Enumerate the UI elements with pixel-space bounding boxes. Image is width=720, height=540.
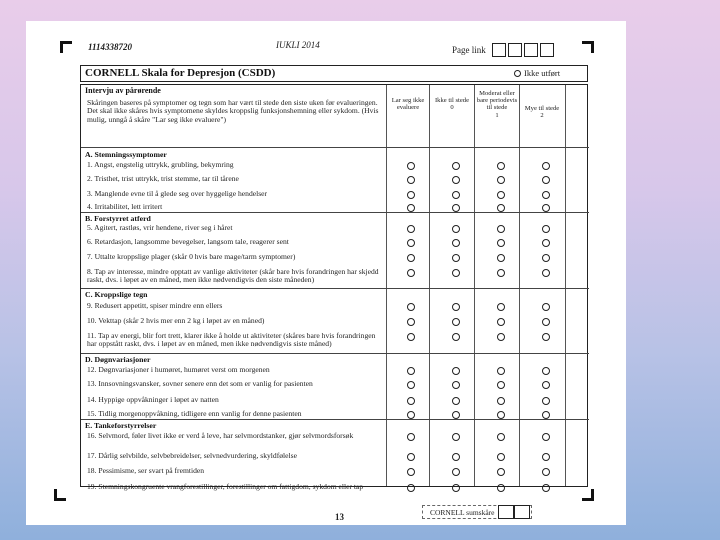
section-heading: A. Stemningssymptomer	[85, 150, 167, 159]
page-link-label: Page link	[452, 45, 486, 55]
answer-radio[interactable]	[452, 225, 460, 233]
question-item: 8. Tap av interesse, mindre opptatt av vanlige aktiviteter (skår bare hvis forandringen har skjedd raskt, dvs. i løpet av en måned, men ikke nødvendigvis den siste måneden)	[87, 267, 379, 284]
radio-circle-icon[interactable]	[514, 70, 521, 77]
answer-radio[interactable]	[542, 397, 550, 405]
sum-score-cell[interactable]	[498, 505, 514, 519]
question-item: 18. Pessimisme, ser svart på fremtiden	[87, 466, 205, 475]
answer-radio[interactable]	[542, 239, 550, 247]
answer-radio[interactable]	[407, 367, 415, 375]
answer-radio[interactable]	[497, 484, 505, 492]
not-done-label: Ikke utført	[524, 68, 561, 78]
question-item: 15. Tidlig morgenoppvåkning, tidligere enn vanlig for denne pasienten	[87, 409, 302, 418]
answer-radio[interactable]	[542, 191, 550, 199]
answer-radio[interactable]	[497, 269, 505, 277]
answer-radio[interactable]	[497, 239, 505, 247]
question-item: 19. Stemningskongruente vrangforestillinger, forestillinger om fattigdom, sykdom eller tap	[87, 482, 364, 491]
question-item: 1. Angst, engstelig uttrykk, grubling, bekymring	[87, 160, 234, 169]
section-heading: C. Kroppslige tegn	[85, 290, 148, 299]
answer-radio[interactable]	[497, 191, 505, 199]
answer-radio[interactable]	[497, 254, 505, 262]
answer-radio[interactable]	[407, 453, 415, 461]
question-item: 6. Retardasjon, langsomme bevegelser, langsom tale, reagerer sent	[87, 237, 289, 246]
answer-radio[interactable]	[407, 303, 415, 311]
answer-radio[interactable]	[452, 204, 460, 212]
answer-radio[interactable]	[452, 367, 460, 375]
question-item: 17. Dårlig selvbilde, selvbebreidelser, selvnedvurdering, skyldfølelse	[87, 451, 297, 460]
question-item: 13. Innsovningsvansker, sovner senere enn det som er vanlig for pasienten	[87, 379, 313, 388]
answer-radio[interactable]	[407, 162, 415, 170]
answer-radio[interactable]	[497, 411, 505, 419]
question-item: 7. Uttalte kroppslige plager (skår 0 hvis bare mage/tarm symptomer)	[87, 252, 296, 261]
answer-radio[interactable]	[407, 204, 415, 212]
answer-radio[interactable]	[542, 453, 550, 461]
answer-radio[interactable]	[497, 333, 505, 341]
answer-radio[interactable]	[542, 269, 550, 277]
question-item: 14. Hyppige oppvåkninger i løpet av natten	[87, 395, 219, 404]
answer-radio[interactable]	[407, 468, 415, 476]
question-item: 2. Tristhet, trist uttrykk, trist stemme, tar til tårene	[87, 174, 239, 183]
answer-radio[interactable]	[407, 433, 415, 441]
answer-radio[interactable]	[452, 303, 460, 311]
answer-radio[interactable]	[542, 176, 550, 184]
answer-radio[interactable]	[407, 176, 415, 184]
answer-radio[interactable]	[542, 303, 550, 311]
subheading: Intervju av pårørende	[85, 86, 161, 95]
form-page	[26, 21, 626, 525]
column-header: Moderat eller bare periodevis til stede 1	[476, 90, 518, 119]
answer-radio[interactable]	[542, 254, 550, 262]
answer-radio[interactable]	[497, 453, 505, 461]
answer-radio[interactable]	[542, 225, 550, 233]
answer-radio[interactable]	[497, 318, 505, 326]
answer-radio[interactable]	[407, 484, 415, 492]
answer-radio[interactable]	[452, 484, 460, 492]
question-item: 16. Selvmord, føler livet ikke er verd å leve, har selvmordstanker, gjør selvmordsforsøk	[87, 431, 354, 440]
section-heading: E. Tankeforstyrrelser	[85, 421, 157, 430]
answer-radio[interactable]	[452, 333, 460, 341]
answer-radio[interactable]	[542, 318, 550, 326]
answer-radio[interactable]	[452, 397, 460, 405]
sum-score-cell[interactable]	[514, 505, 530, 519]
question-item: 10. Vekttap (skår 2 hvis mer enn 2 kg i løpet av en måned)	[87, 316, 265, 325]
sum-score-label: CORNELL sumskåre	[430, 508, 495, 517]
question-item: 12. Døgnvariasjoner i humøret, humøret verst om morgenen	[87, 365, 270, 374]
answer-radio[interactable]	[542, 367, 550, 375]
answer-radio[interactable]	[407, 333, 415, 341]
question-item: 4. Irritabilitet, lett irritert	[87, 202, 163, 211]
page-link-box[interactable]	[492, 43, 506, 57]
answer-radio[interactable]	[497, 468, 505, 476]
rating-table	[80, 84, 588, 491]
answer-radio[interactable]	[497, 162, 505, 170]
answer-radio[interactable]	[407, 191, 415, 199]
question-item: 3. Manglende evne til å glede seg over hyggelige hendelser	[87, 189, 268, 198]
answer-radio[interactable]	[542, 381, 550, 389]
answer-radio[interactable]	[497, 303, 505, 311]
answer-radio[interactable]	[542, 468, 550, 476]
page-link-box[interactable]	[508, 43, 522, 57]
answer-radio[interactable]	[452, 269, 460, 277]
answer-radio[interactable]	[452, 433, 460, 441]
answer-radio[interactable]	[497, 397, 505, 405]
answer-radio[interactable]	[497, 433, 505, 441]
answer-radio[interactable]	[452, 381, 460, 389]
form-name: IUKLI 2014	[276, 40, 320, 50]
answer-radio[interactable]	[542, 204, 550, 212]
answer-radio[interactable]	[497, 176, 505, 184]
scan-corner-mark	[60, 41, 72, 53]
page-number: 13	[335, 512, 344, 522]
column-header: Ikke til stede 0	[434, 97, 470, 112]
answer-radio[interactable]	[542, 433, 550, 441]
answer-radio[interactable]	[407, 239, 415, 247]
column-header: Lar seg ikke evaluere	[391, 97, 425, 112]
answer-radio[interactable]	[497, 381, 505, 389]
answer-radio[interactable]	[452, 453, 460, 461]
answer-radio[interactable]	[452, 176, 460, 184]
answer-radio[interactable]	[407, 397, 415, 405]
answer-radio[interactable]	[407, 318, 415, 326]
column-header: Mye til stede 2	[524, 105, 560, 120]
answer-radio[interactable]	[497, 225, 505, 233]
answer-radio[interactable]	[542, 484, 550, 492]
answer-radio[interactable]	[407, 411, 415, 419]
form-title: CORNELL Skala for Depresjon (CSDD)	[85, 67, 276, 79]
answer-radio[interactable]	[542, 333, 550, 341]
answer-radio[interactable]	[542, 411, 550, 419]
answer-radio[interactable]	[542, 162, 550, 170]
answer-radio[interactable]	[497, 204, 505, 212]
answer-radio[interactable]	[452, 162, 460, 170]
question-item: 11. Tap av energi, blir fort trett, klarer ikke å holde ut aktiviteter (skåres bare hvis forandringen har oppstått raskt, dvs. i løpet av en måned, men ikke nødvendigvis siste måned)	[87, 331, 376, 348]
answer-radio[interactable]	[407, 254, 415, 262]
answer-radio[interactable]	[452, 254, 460, 262]
page-link-box[interactable]	[540, 43, 554, 57]
instructions: Skåringen baseres på symptomer og tegn som har vært til stede den siste uken før evalueringen. Det skal ikke skåres hvis symptomene skyldes kroppslig funksjonshemning eller sykdom. (Hvis mulig, unngå å skåre "Lar seg ikke evaluere")	[87, 98, 379, 124]
section-heading: B. Forstyrret atferd	[85, 214, 151, 223]
question-item: 9. Redusert appetitt, spiser mindre enn ellers	[87, 301, 223, 310]
scan-corner-mark	[582, 489, 594, 501]
page-link-box[interactable]	[524, 43, 538, 57]
section-heading: D. Døgnvariasjoner	[85, 355, 151, 364]
question-item: 5. Agitert, rastløs, vrir hendene, river seg i håret	[87, 223, 233, 232]
answer-radio[interactable]	[452, 411, 460, 419]
not-done-option[interactable]	[514, 68, 560, 78]
scan-corner-mark	[582, 41, 594, 53]
form-id: 1114338720	[88, 42, 133, 52]
answer-radio[interactable]	[452, 239, 460, 247]
answer-radio[interactable]	[497, 367, 505, 375]
answer-radio[interactable]	[452, 468, 460, 476]
answer-radio[interactable]	[407, 225, 415, 233]
scan-corner-mark	[54, 489, 66, 501]
answer-radio[interactable]	[407, 269, 415, 277]
answer-radio[interactable]	[452, 318, 460, 326]
answer-radio[interactable]	[452, 191, 460, 199]
title-bar	[80, 65, 588, 82]
answer-radio[interactable]	[407, 381, 415, 389]
